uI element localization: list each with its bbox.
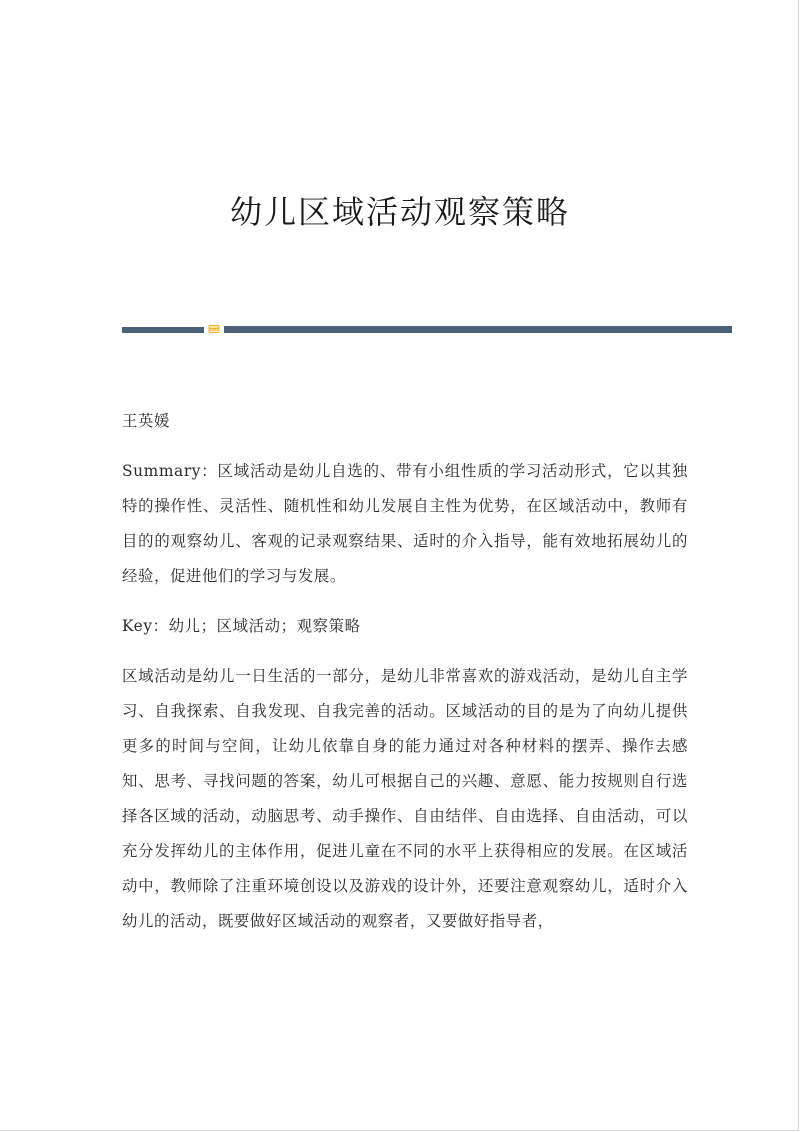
- book-icon: [208, 324, 220, 334]
- keywords-paragraph: Key：幼儿；区域活动；观察策略: [122, 617, 361, 635]
- document-title: 幼儿区域活动观察策略: [229, 193, 570, 231]
- document-content: [122, 404, 688, 954]
- author-name: 王英媛: [122, 412, 170, 430]
- summary-paragraph: Summary：区域活动是幼儿自选的、带有小组性质的学习活动形式，它以其独特的操作性、灵活性、随机性和幼儿发展自主性为优势，在区域活动中，教师有目的的观察幼儿、客观的记录观察结果、适时的介入指导，能有效地拓展幼儿的经验，促进他们的学习与发展。: [122, 462, 688, 585]
- divider-bar-right: [224, 326, 732, 333]
- title-divider: [122, 326, 732, 334]
- divider-bar-left: [122, 327, 204, 333]
- body-paragraph: 区域活动是幼儿一日生活的一部分，是幼儿非常喜欢的游戏活动，是幼儿自主学习、自我探索、自我发现、自我完善的活动。区域活动的目的是为了向幼儿提供更多的时间与空间，让幼儿依靠自身的能力通过对各种材料的摆弄、操作去感知、思考、寻找问题的答案，幼儿可根据自己的兴趣、意愿、能力按规则自行选择各区域的活动，动脑思考、动手操作、自由结伴、自由选择、自由活动，可以充分发挥幼儿的主体作用，促进儿童在不同的水平上获得相应的发展。在区域活动中，教师除了注重环境创设以及游戏的设计外，还要注意观察幼儿，适时介入幼儿的活动，既要做好区域活动的观察者，又要做好指导者，: [122, 667, 688, 930]
